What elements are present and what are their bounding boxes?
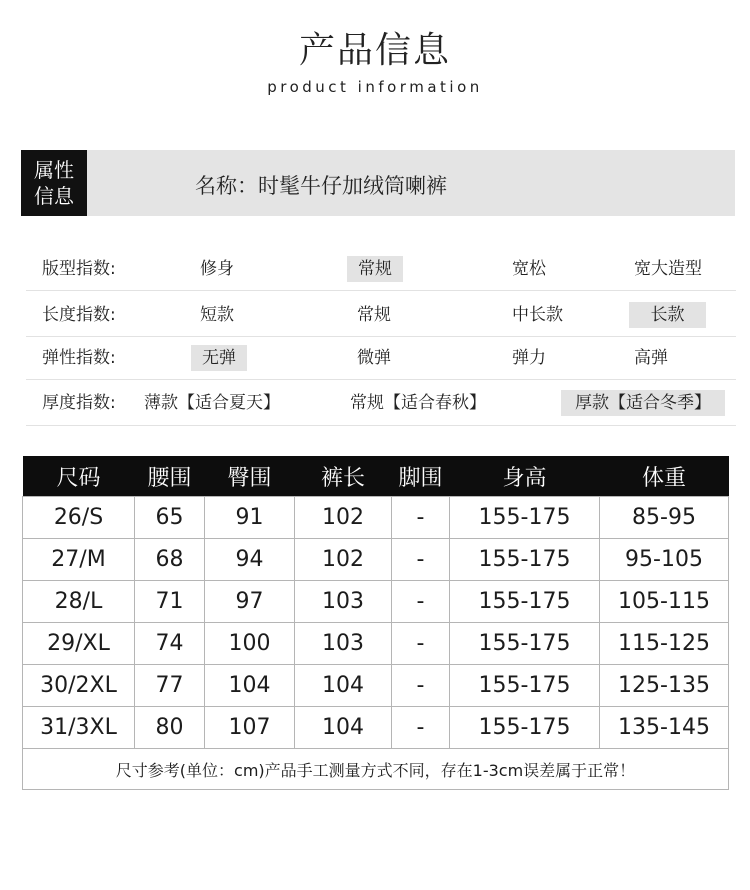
- table-row: [23, 539, 729, 581]
- header-hem: 脚围: [392, 456, 450, 497]
- attr-option-selected: 无弹: [191, 345, 247, 371]
- attr-option: 中长款: [512, 305, 563, 325]
- table-cell: -: [392, 707, 450, 749]
- table-cell: 68: [135, 539, 205, 581]
- table-cell: 28/L: [23, 581, 135, 623]
- table-cell: 100: [205, 623, 295, 665]
- table-cell: 74: [135, 623, 205, 665]
- attr-option: 薄款【适合夏天】: [144, 393, 280, 413]
- page-subtitle: product information: [267, 78, 483, 96]
- table-cell: 97: [205, 581, 295, 623]
- table-cell: 26/S: [23, 497, 135, 539]
- table-row: [23, 581, 729, 623]
- attr-option-selected: 厚款【适合冬季】: [561, 390, 725, 416]
- divider: [26, 379, 736, 380]
- divider: [26, 290, 736, 291]
- page-title: 产品信息: [298, 30, 451, 71]
- attr-option-selected: 常规: [347, 256, 403, 282]
- table-cell: -: [392, 581, 450, 623]
- attr-option-selected: 长款: [629, 302, 706, 328]
- attr-option: 修身: [200, 259, 234, 279]
- table-cell: 125-135: [600, 665, 729, 707]
- header-waist: 腰围: [135, 456, 205, 497]
- table-cell: -: [392, 665, 450, 707]
- table-cell: 29/XL: [23, 623, 135, 665]
- table-cell: -: [392, 539, 450, 581]
- table-cell: 27/M: [23, 539, 135, 581]
- table-cell: 94: [205, 539, 295, 581]
- table-cell: 107: [205, 707, 295, 749]
- table-cell: 155-175: [450, 707, 600, 749]
- divider: [26, 425, 736, 426]
- table-cell: 155-175: [450, 497, 600, 539]
- divider: [26, 336, 736, 337]
- table-cell: 91: [205, 497, 295, 539]
- table-cell: -: [392, 623, 450, 665]
- attr-label-length: 长度指数:: [42, 305, 116, 325]
- table-cell: 65: [135, 497, 205, 539]
- table-cell: 155-175: [450, 581, 600, 623]
- table-cell: 115-125: [600, 623, 729, 665]
- table-cell: 102: [295, 539, 392, 581]
- attr-label-fit: 版型指数:: [42, 259, 116, 279]
- attr-label-elasticity: 弹性指数:: [42, 348, 116, 368]
- table-row: [23, 623, 729, 665]
- table-note-row: [23, 749, 729, 790]
- tag-line-1: 属性: [34, 158, 74, 182]
- table-cell: 30/2XL: [23, 665, 135, 707]
- attr-option: 短款: [200, 305, 234, 325]
- table-cell: 104: [205, 665, 295, 707]
- table-cell: -: [392, 497, 450, 539]
- table-cell: 71: [135, 581, 205, 623]
- table-header-row: [23, 456, 729, 497]
- table-cell: 155-175: [450, 623, 600, 665]
- header-size: 尺码: [23, 456, 135, 497]
- table-row: [23, 665, 729, 707]
- attr-option: 微弹: [357, 348, 391, 368]
- tag-line-2: 信息: [34, 184, 74, 208]
- table-cell: 77: [135, 665, 205, 707]
- attr-option: 宽松: [512, 259, 546, 279]
- table-cell: 155-175: [450, 665, 600, 707]
- attr-option: 宽大造型: [634, 259, 702, 279]
- product-name: 名称：时髦牛仔加绒筒喇裤: [195, 174, 447, 198]
- table-row: [23, 497, 729, 539]
- table-cell: 103: [295, 623, 392, 665]
- attr-option: 弹力: [512, 348, 546, 368]
- attr-option: 常规【适合春秋】: [350, 393, 486, 413]
- table-cell: 80: [135, 707, 205, 749]
- table-cell: 85-95: [600, 497, 729, 539]
- table-cell: 102: [295, 497, 392, 539]
- size-table: [22, 456, 729, 790]
- table-cell: 104: [295, 707, 392, 749]
- table-cell: 105-115: [600, 581, 729, 623]
- header-hip: 臀围: [205, 456, 295, 497]
- table-cell: 103: [295, 581, 392, 623]
- table-cell: 155-175: [450, 539, 600, 581]
- header-height: 身高: [450, 456, 600, 497]
- table-cell: 95-105: [600, 539, 729, 581]
- attr-option: 常规: [357, 305, 391, 325]
- measurement-note: 尺寸参考(单位：cm)产品手工测量方式不同，存在1-3cm误差属于正常！: [23, 749, 729, 790]
- attr-label-thickness: 厚度指数:: [42, 393, 116, 413]
- attribute-info-tag: [21, 150, 87, 216]
- attr-option: 高弹: [634, 348, 668, 368]
- table-cell: 31/3XL: [23, 707, 135, 749]
- table-cell: 104: [295, 665, 392, 707]
- header-weight: 体重: [600, 456, 729, 497]
- table-cell: 135-145: [600, 707, 729, 749]
- header-length: 裤长: [295, 456, 392, 497]
- table-row: [23, 707, 729, 749]
